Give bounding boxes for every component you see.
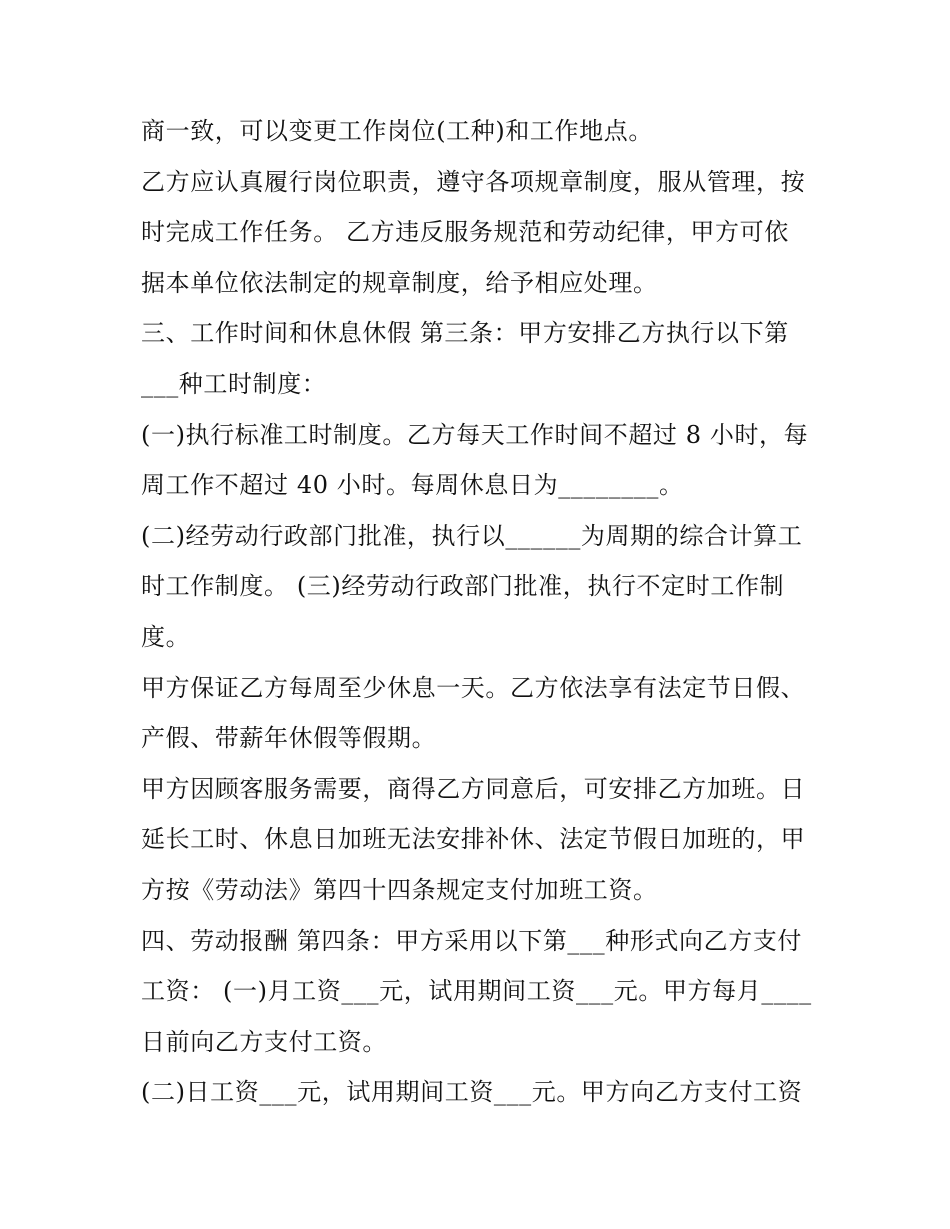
text-line: 甲方因顾客服务需要，商得乙方同意后，可安排乙方加班。日 bbox=[141, 774, 806, 803]
text-line: (一)执行标准工时制度。乙方每天工作时间不超过 8 小时，每 bbox=[141, 420, 809, 449]
text-line: 据本单位依法制定的规章制度，给予相应处理。 bbox=[141, 268, 658, 297]
text-line: 方按《劳动法》第四十四条规定支付加班工资。 bbox=[141, 875, 658, 904]
text-line: 商一致，可以变更工作岗位(工种)和工作地点。 bbox=[141, 117, 653, 145]
text-line: (二)日工资___元，试用期间工资___元。甲方向乙方支付工资 bbox=[141, 1078, 803, 1107]
text-line: 甲方保证乙方每周至少休息一天。乙方依法享有法定节日假、 bbox=[141, 673, 806, 702]
text-line: ___种工时制度： bbox=[141, 369, 327, 398]
text-line: 周工作不超过 40 小时。每周休息日为________。 bbox=[141, 471, 684, 500]
section-heading-line: 三、工作时间和休息休假 第三条：甲方安排乙方执行以下第 bbox=[141, 319, 789, 348]
text-line: 度。 bbox=[141, 622, 191, 651]
text-line: 乙方应认真履行岗位职责，遵守各项规章制度，服从管理，按 bbox=[141, 167, 806, 196]
section-heading-line: 四、劳动报酬 第四条：甲方采用以下第___种形式向乙方支付 bbox=[141, 926, 803, 955]
text-line: (二)经劳动行政部门批准，执行以______为周期的综合计算工 bbox=[141, 521, 803, 550]
text-line: 时完成工作任务。 乙方违反服务规范和劳动纪律，甲方可依 bbox=[141, 218, 789, 247]
text-line: 时工作制度。 (三)经劳动行政部门批准，执行不定时工作制 bbox=[141, 572, 785, 601]
text-line: 日前向乙方支付工资。 bbox=[141, 1027, 387, 1056]
text-line: 工资： (一)月工资___元，试用期间工资___元。甲方每月____ bbox=[141, 977, 812, 1006]
text-line: 产假、带薪年休假等假期。 bbox=[141, 724, 437, 753]
text-line: 延长工时、休息日加班无法安排补休、法定节假日加班的，甲 bbox=[141, 825, 806, 854]
contract-text bbox=[141, 106, 821, 1118]
